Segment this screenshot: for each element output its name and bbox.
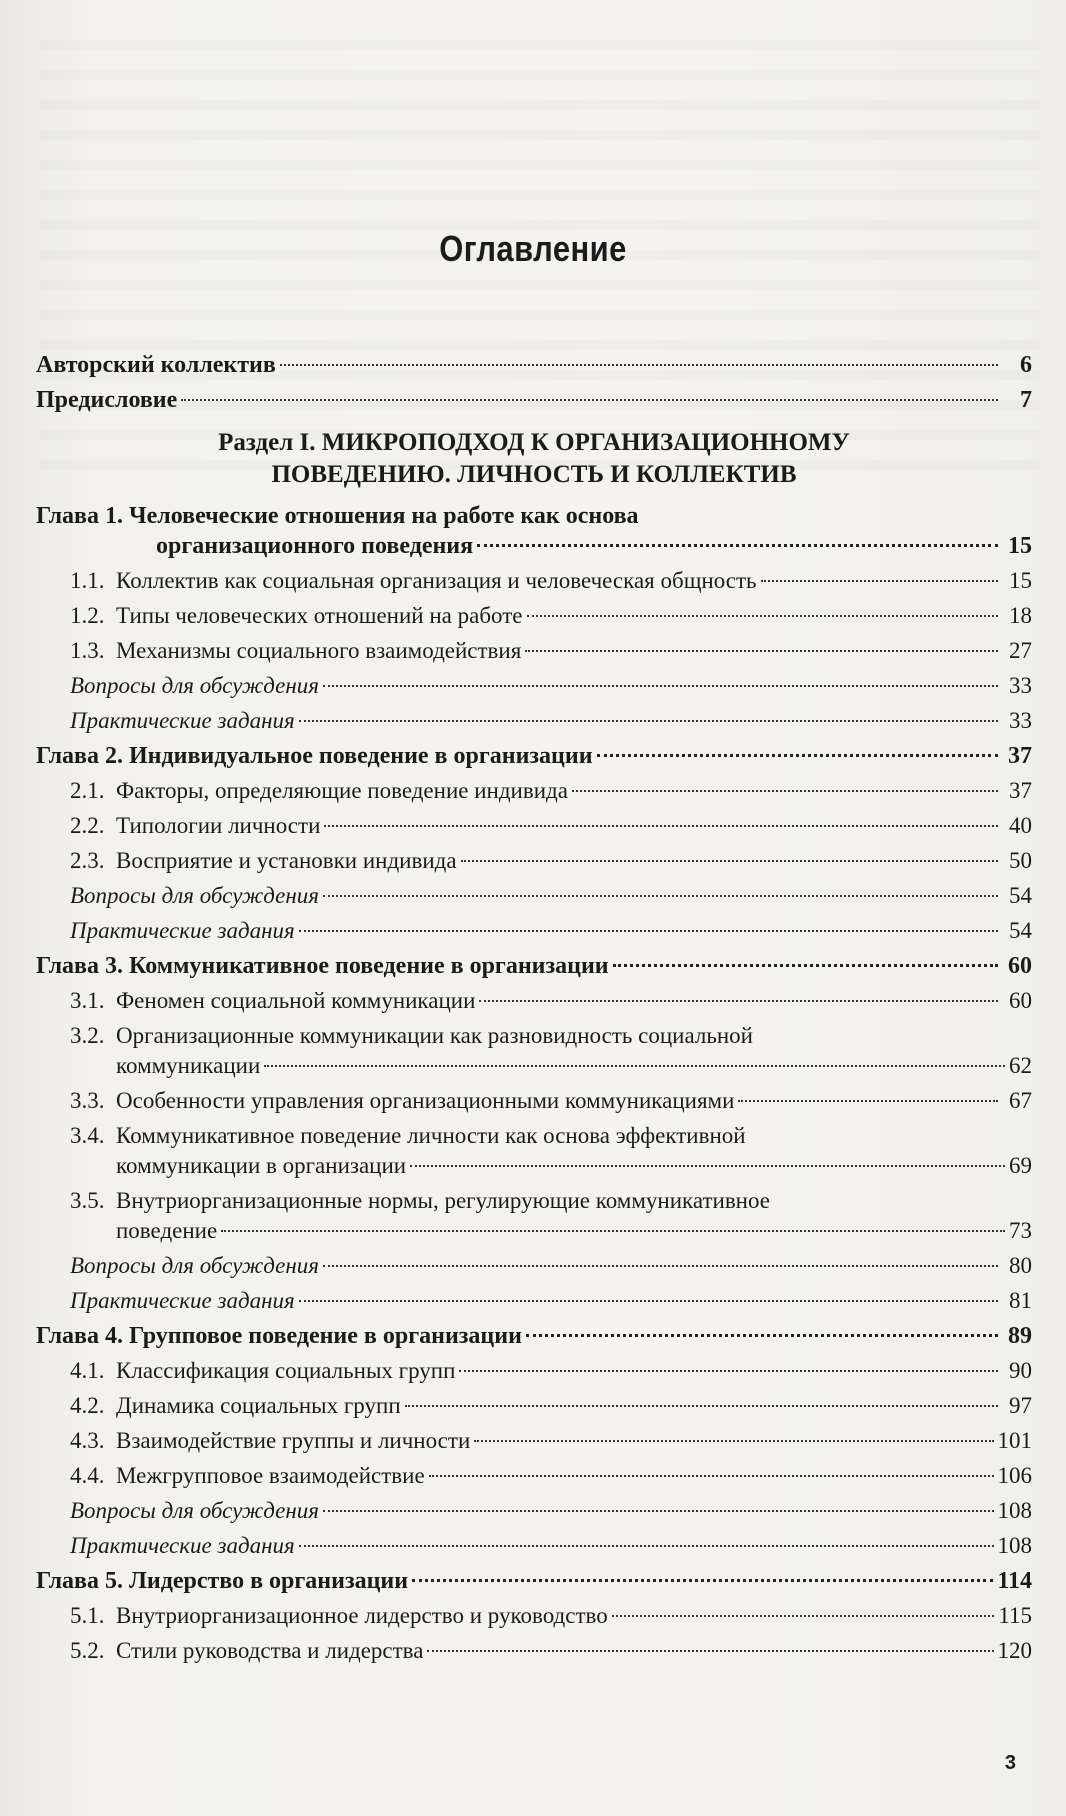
toc-chapter-3[interactable] <box>36 951 1032 981</box>
dot-leader <box>410 1165 1005 1167</box>
section-heading-line2: ПОВЕДЕНИЮ. ЛИЧНОСТЬ И КОЛЛЕКТИВ <box>271 461 797 488</box>
entry-page: 40 <box>1009 813 1032 838</box>
chapter-page: 114 <box>997 1568 1032 1594</box>
entry-title: Факторы, определяющие поведение индивида <box>116 778 568 803</box>
toc-entry-2-tasks[interactable] <box>36 916 1032 946</box>
entry-number: 1.1. <box>70 568 105 593</box>
toc-entry-3-5[interactable] <box>36 1186 1032 1246</box>
entry-page: 97 <box>1009 1393 1032 1418</box>
toc-entry-4-2[interactable] <box>36 1391 1032 1421</box>
entry-number: 5.2. <box>70 1638 105 1663</box>
entry-number: 3.5. <box>70 1188 105 1213</box>
entry-page: 67 <box>1009 1088 1032 1113</box>
entry-title: Практические задания <box>70 1533 295 1558</box>
entry-title: Стили руководства и лидерства <box>116 1638 424 1663</box>
toc-entry-2-2[interactable] <box>36 811 1032 841</box>
toc-entry-4-1[interactable] <box>36 1356 1032 1386</box>
toc-entry-4-4[interactable] <box>36 1461 1032 1491</box>
toc-chapter-5[interactable] <box>36 1566 1032 1596</box>
entry-page: 80 <box>1009 1253 1032 1278</box>
toc-entry-2-questions[interactable] <box>36 881 1032 911</box>
chapter-title-line1: Глава 1. Человеческие отношения на работе как основа <box>36 503 639 529</box>
section-heading <box>36 427 1032 491</box>
chapter-title-line2-row <box>36 531 1032 561</box>
entry-title: Классификация социальных групп <box>116 1358 456 1383</box>
toc-entry-2-1[interactable] <box>36 776 1032 806</box>
entry-title-line2: поведение <box>116 1218 218 1243</box>
chapter-title: Глава 2. Индивидуальное поведение в организации <box>36 743 593 769</box>
toc-entry-4-3[interactable] <box>36 1426 1032 1456</box>
entry-title: Механизмы социального взаимодействия <box>116 638 522 663</box>
chapter-page: 37 <box>1008 743 1032 769</box>
table-of-contents <box>36 350 1032 1671</box>
dot-leader <box>324 825 998 827</box>
entry-title: Практические задания <box>70 1288 295 1313</box>
entry-title: Типы человеческих отношений на работе <box>116 603 523 628</box>
entry-title: Практические задания <box>70 708 295 733</box>
entry-number: 2.2. <box>70 813 105 838</box>
entry-page: 108 <box>997 1533 1032 1558</box>
entry-number: 3.3. <box>70 1088 105 1113</box>
entry-number: 4.2. <box>70 1393 105 1418</box>
entry-page: 50 <box>1009 848 1032 873</box>
dot-leader <box>459 1370 998 1372</box>
toc-entry-1-tasks[interactable] <box>36 706 1032 736</box>
toc-entry-1-2[interactable] <box>36 601 1032 631</box>
dot-leader <box>429 1475 994 1477</box>
toc-entry-3-3[interactable] <box>36 1086 1032 1116</box>
section-heading-line1: Раздел I. МИКРОПОДХОД К ОРГАНИЗАЦИОННОМУ <box>218 429 850 456</box>
entry-number: 3.1. <box>70 988 105 1013</box>
dot-leader <box>299 930 998 932</box>
dot-leader <box>477 544 998 547</box>
dot-leader <box>527 615 999 617</box>
entry-title: Вопросы для обсуждения <box>70 883 319 908</box>
entry-title: Вопросы для обсуждения <box>70 1498 319 1523</box>
toc-chapter-2[interactable] <box>36 741 1032 771</box>
dot-leader <box>572 790 998 792</box>
dot-leader <box>461 860 998 862</box>
entry-page: 69 <box>1009 1153 1032 1178</box>
entry-number: 1.2. <box>70 603 105 628</box>
entry-page: 27 <box>1009 638 1032 663</box>
entry-number: 4.4. <box>70 1463 105 1488</box>
entry-title: Типологии личности <box>116 813 321 838</box>
entry-page: 90 <box>1009 1358 1032 1383</box>
entry-page: 54 <box>1009 918 1032 943</box>
entry-page: 120 <box>997 1638 1032 1663</box>
chapter-title: Глава 4. Групповое поведение в организации <box>36 1323 522 1349</box>
toc-entry-5-2[interactable] <box>36 1636 1032 1666</box>
dot-leader <box>597 754 998 757</box>
dot-leader <box>412 1579 993 1582</box>
dot-leader <box>474 1440 993 1442</box>
toc-chapter-4[interactable] <box>36 1321 1032 1351</box>
dot-leader <box>299 1300 998 1302</box>
entry-number: 5.1. <box>70 1603 105 1628</box>
toc-entry-3-2[interactable] <box>36 1021 1032 1081</box>
entry-page: 115 <box>998 1603 1032 1628</box>
entry-page: 62 <box>1009 1053 1032 1078</box>
entry-number: 2.1. <box>70 778 105 803</box>
entry-title-line1: Внутриорганизационные нормы, регулирующие коммуникативное <box>116 1188 770 1213</box>
dot-leader <box>526 1334 998 1337</box>
entry-page: 54 <box>1009 883 1032 908</box>
entry-title-line2: коммуникации в организации <box>116 1153 407 1178</box>
dot-leader <box>181 399 998 401</box>
entry-title: Взаимодействие группы и личности <box>116 1428 471 1453</box>
dot-leader <box>479 1000 998 1002</box>
dot-leader <box>405 1405 998 1407</box>
chapter-page: 60 <box>1008 953 1032 979</box>
entry-number: 3.2. <box>70 1023 105 1048</box>
entry-title: Вопросы для обсуждения <box>70 1253 319 1278</box>
entry-page: 33 <box>1009 673 1032 698</box>
entry-page: 37 <box>1009 778 1032 803</box>
dot-leader <box>613 964 998 967</box>
toc-entry-4-questions[interactable] <box>36 1496 1032 1526</box>
entry-title: Межгрупповое взаимодействие <box>116 1463 425 1488</box>
entry-page: 101 <box>997 1428 1032 1453</box>
entry-page: 7 <box>1020 387 1032 413</box>
toc-entry-1-questions[interactable] <box>36 671 1032 701</box>
entry-number: 1.3. <box>70 638 105 663</box>
toc-entry-3-questions[interactable] <box>36 1251 1032 1281</box>
entry-page: 33 <box>1009 708 1032 733</box>
entry-title: Динамика социальных групп <box>116 1393 401 1418</box>
chapter-page: 89 <box>1008 1323 1032 1349</box>
toc-entry-preface[interactable] <box>36 385 1032 415</box>
page-title: Оглавление <box>439 228 627 269</box>
dot-leader <box>323 1265 998 1267</box>
toc-entry-4-tasks[interactable] <box>36 1531 1032 1561</box>
entry-number: 3.4. <box>70 1123 105 1148</box>
entry-title-line1: Организационные коммуникации как разновидность социальной <box>116 1023 753 1048</box>
dot-leader <box>323 895 998 897</box>
dot-leader <box>299 1545 994 1547</box>
dot-leader <box>323 685 998 687</box>
toc-entry-1-1[interactable] <box>36 566 1032 596</box>
dot-leader <box>761 580 998 582</box>
dot-leader <box>612 1615 995 1617</box>
entry-title-line1: Коммуникативное поведение личности как основа эффективной <box>116 1123 746 1148</box>
entry-page: 108 <box>997 1498 1032 1523</box>
toc-chapter-1[interactable] <box>36 501 1032 561</box>
entry-page: 106 <box>997 1463 1032 1488</box>
entry-page: 81 <box>1009 1288 1032 1313</box>
entry-title: Восприятие и установки индивида <box>116 848 457 873</box>
entry-page: 6 <box>1020 352 1032 378</box>
entry-page: 60 <box>1009 988 1032 1013</box>
toc-entry-1-3[interactable] <box>36 636 1032 666</box>
entry-title: Феномен социальной коммуникации <box>116 988 476 1013</box>
toc-entry-3-4[interactable] <box>36 1121 1032 1181</box>
toc-entry-3-1[interactable] <box>36 986 1032 1016</box>
entry-title: Авторский коллектив <box>36 352 276 378</box>
entry-title: Вопросы для обсуждения <box>70 673 319 698</box>
entry-title-line2: коммуникации <box>116 1053 261 1078</box>
chapter-page: 15 <box>1008 533 1032 559</box>
entry-number: 4.1. <box>70 1358 105 1383</box>
dot-leader <box>264 1065 1005 1067</box>
chapter-title: Глава 3. Коммуникативное поведение в организации <box>36 953 609 979</box>
dot-leader <box>280 364 998 366</box>
toc-entry-authors[interactable] <box>36 350 1032 380</box>
toc-entry-3-tasks[interactable] <box>36 1286 1032 1316</box>
dot-leader <box>427 1650 993 1652</box>
entry-number: 4.3. <box>70 1428 105 1453</box>
entry-title: Предисловие <box>36 387 178 413</box>
toc-entry-2-3[interactable] <box>36 846 1032 876</box>
entry-page: 18 <box>1009 603 1032 628</box>
dot-leader <box>738 1100 998 1102</box>
entry-title: Практические задания <box>70 918 295 943</box>
entry-page: 15 <box>1009 568 1032 593</box>
page-number: 3 <box>1004 1752 1016 1774</box>
entry-title: Особенности управления организационными коммуникациями <box>116 1088 735 1113</box>
dot-leader <box>299 720 998 722</box>
entry-page: 73 <box>1009 1218 1032 1243</box>
chapter-title: Глава 5. Лидерство в организации <box>36 1568 409 1594</box>
entry-title: Внутриорганизационное лидерство и руководство <box>116 1603 608 1628</box>
entry-number: 2.3. <box>70 848 105 873</box>
entry-title: Коллектив как социальная организация и человеческая общность <box>116 568 757 593</box>
toc-entry-5-1[interactable] <box>36 1601 1032 1631</box>
chapter-title-line2: организационного поведения <box>156 533 474 559</box>
dot-leader <box>323 1510 994 1512</box>
dot-leader <box>221 1230 1005 1232</box>
dot-leader <box>525 650 998 652</box>
